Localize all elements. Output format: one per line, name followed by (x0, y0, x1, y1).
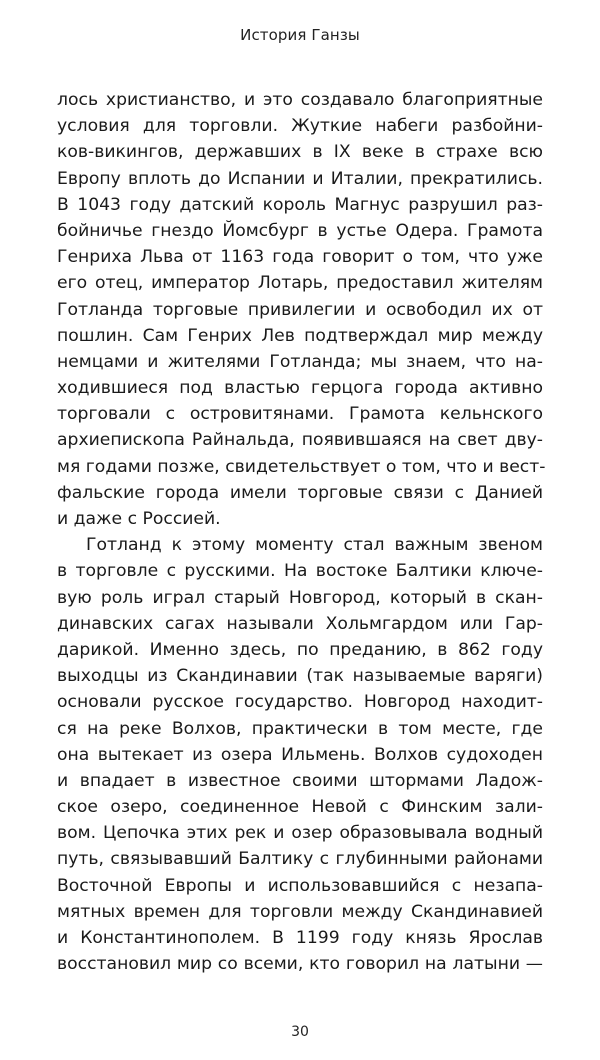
text-line: восстановил мир со всеми, кто говорил на латыни — (57, 954, 543, 975)
text-line: торговали с островитянами. Грамота кельнского (57, 404, 543, 425)
text-line: и даже с Россией. (57, 509, 221, 529)
text-line: Готланд к этому моменту стал важным звеном (86, 535, 543, 556)
text-line: выходцы из Скандинавии (так называемые варяги) (57, 666, 543, 687)
text-line: основали русское государство. Новгород находит- (57, 692, 543, 713)
text-line: мя годами позже, свидетельствует о том, что и вест- (57, 456, 546, 477)
text-line: динавских сагах называли Хольмгардом или Гар- (57, 613, 543, 634)
text-line: и впадает в известное своими штормами Ладож- (57, 770, 543, 791)
text-line: ков-викингов, державших в IX веке в страхе всю (57, 142, 543, 163)
paragraph-2 (57, 532, 543, 977)
text-line: бойничье гнездо Йомсбург в устье Одера. Грамота (57, 220, 543, 241)
text-line: ходившиеся под властью герцога города активно (57, 378, 543, 399)
paragraph-1 (57, 87, 546, 532)
text-line: она вытекает из озера Ильмень. Волхов судоходен (57, 744, 543, 765)
text-line: архиепископа Райнальда, появившаяся на свет дву- (57, 430, 543, 451)
text-line: ся на реке Волхов, практически в том месте, где (57, 718, 543, 739)
text-line: Восточной Европы и использовавшийся с незапа- (57, 875, 543, 896)
body-text (57, 87, 546, 977)
text-line: путь, связывавший Балтику с глубинными районами (57, 849, 543, 870)
text-line: ское озеро, соединенное Невой с Финским зали- (57, 797, 543, 818)
text-line: Готланда торговые привилегии и освободил их от (57, 299, 543, 320)
page-number: 30 (291, 1024, 309, 1040)
text-line: Европу вплоть до Испании и Италии, прекратились. (57, 168, 543, 189)
text-line: В 1043 году датский король Магнус разрушил раз- (57, 194, 543, 215)
text-line: пошлин. Сам Генрих Лев подтверждал мир между (57, 325, 543, 346)
text-line: дарикой. Именно здесь, по преданию, в 862 году (57, 639, 543, 660)
text-line: фальские города имели торговые связи с Данией (57, 482, 543, 503)
text-line: лось христианство, и это создавало благоприятные (57, 90, 543, 110)
text-line: его отец, император Лотарь, предоставил жителям (57, 273, 543, 294)
text-line: мятных времен для торговли между Скандинавией (57, 901, 543, 922)
text-line: Генриха Льва от 1163 года говорит о том, что уже (57, 247, 543, 268)
text-line: вом. Цепочка этих рек и озер образовывала водный (57, 823, 543, 844)
text-line: вую роль играл старый Новгород, который в скан- (57, 587, 543, 608)
text-line: условия для торговли. Жуткие набеги разбойни- (57, 116, 543, 137)
text-line: немцами и жителями Готланда; мы знаем, что на- (57, 351, 543, 372)
text-line: и Константинополем. В 1199 году князь Ярослав (57, 928, 543, 948)
text-line: в торговле с русскими. На востоке Балтики ключе- (57, 561, 543, 582)
running-head-title: История Ганзы (240, 26, 360, 44)
